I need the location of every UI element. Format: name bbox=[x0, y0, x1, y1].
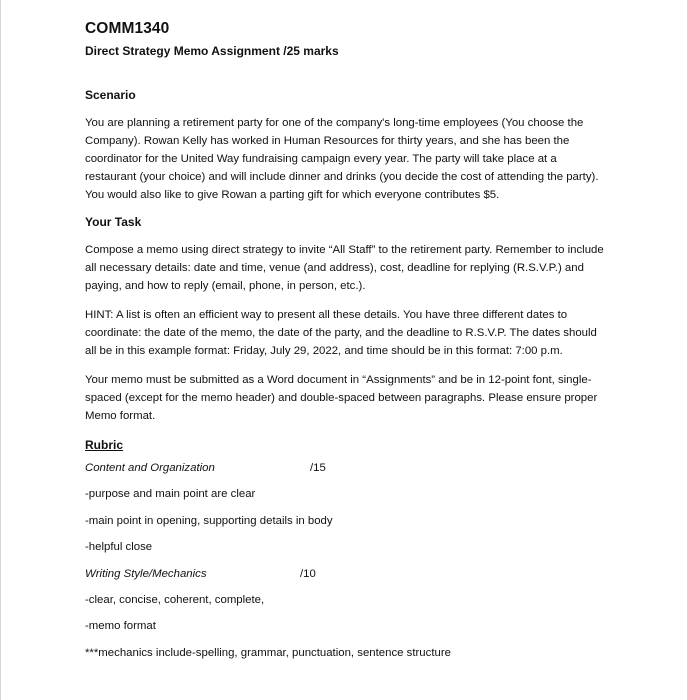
rubric-item: ***mechanics include-spelling, grammar, punctuation, sentence structure bbox=[85, 646, 451, 659]
task-heading: Your Task bbox=[85, 215, 142, 229]
criterion-marks: /15 bbox=[310, 462, 326, 474]
assignment-title: Direct Strategy Memo Assignment /25 marks bbox=[85, 44, 339, 58]
rubric-criterion-style bbox=[85, 566, 611, 592]
document-body bbox=[85, 20, 611, 671]
scenario-heading: Scenario bbox=[85, 88, 136, 102]
scenario-text: You are planning a retirement party for one of the company's long-time employees (You choose the Company). Rowan Kelly has worked in Human Resources for thirty years, and she has been the coordinator for the United Way fundraising campaign every year. The party will take place at a restaurant (your choice) and will include dinner and drinks (you decide the cost of attending the party). You would also like to give Rowan a parting gift for which everyone contributes $5. bbox=[85, 117, 599, 201]
rubric-title: Rubric bbox=[85, 438, 124, 452]
rubric-item: -clear, concise, coherent, complete, bbox=[85, 593, 265, 606]
rubric-item: -helpful close bbox=[85, 541, 153, 554]
criterion-marks: /10 bbox=[300, 567, 316, 580]
task-paragraph-3: Your memo must be submitted as a Word document in “Assignments” and be in 12-point font, single-spaced (except for the memo header) and double-spaced between paragraphs. Please ensure proper Memo format. bbox=[85, 374, 598, 422]
task-paragraph-1: Compose a memo using direct strategy to invite “All Staff” to the retirement party. Remember to include all necessary details: date and time, venue (and address), cost, deadline for replying (R.S.V.P.) and paying, and how to reply (email, phone, in person, etc.). bbox=[85, 244, 604, 292]
rubric-criterion-content bbox=[85, 460, 611, 486]
rubric-item: -purpose and main point are clear bbox=[85, 488, 256, 501]
rubric-item: -memo format bbox=[85, 620, 156, 633]
task-hint-paragraph: HINT: A list is often an efficient way to present all these details. You have three different dates to coordinate: the date of the memo, the date of the party, and the deadline to R.S.V.P. The dates should all be in this example format: Friday, July 29, 2022, and time should be in this format: 7:00 p.m. bbox=[85, 309, 597, 357]
criterion-label: Content and Organization bbox=[85, 462, 215, 474]
rubric-item: -main point in opening, supporting details in body bbox=[85, 514, 333, 527]
criterion-label: Writing Style/Mechanics bbox=[85, 567, 207, 580]
course-code: COMM1340 bbox=[85, 20, 170, 37]
